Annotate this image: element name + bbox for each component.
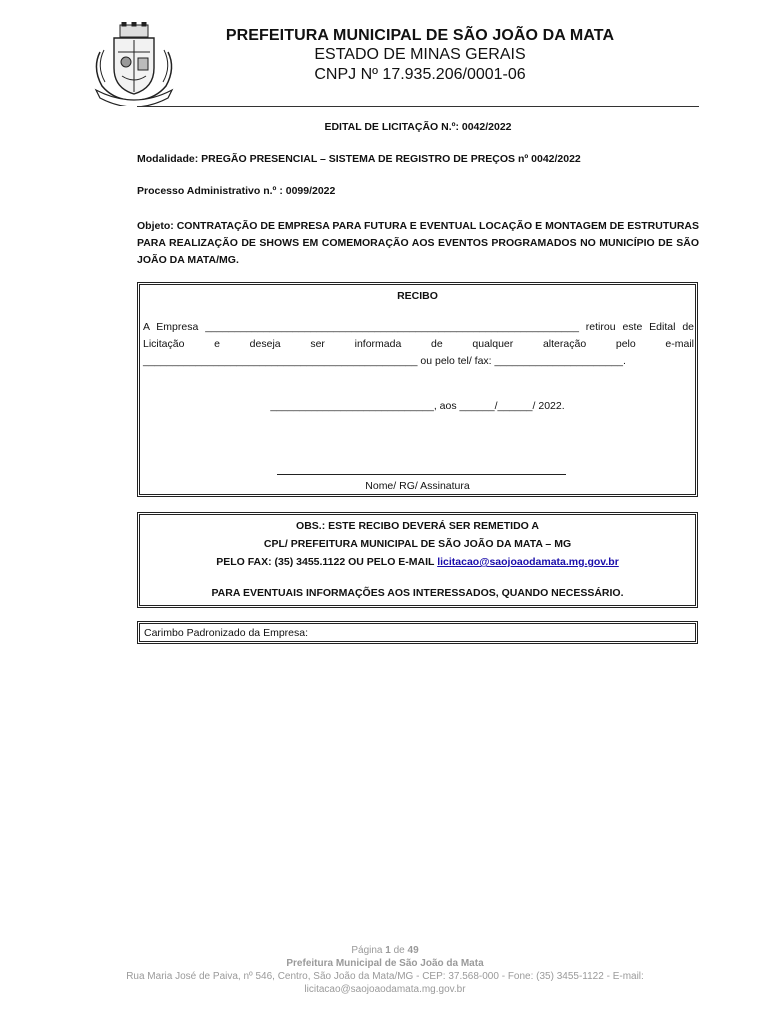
footer-email: licitacao@saojoaodamata.mg.gov.br [304, 984, 466, 995]
obs-line-2: CPL/ PREFEITURA MUNICIPAL DE SÃO JOÃO DA MATA – MG [263, 538, 572, 550]
recibo-box [137, 282, 698, 497]
municipality-title: PREFEITURA MUNICIPAL DE SÃO JOÃO DA MATA [225, 27, 615, 44]
obs-line-1: OBS.: ESTE RECIBO DEVERÁ SER REMETIDO A [296, 520, 539, 532]
obs-line-3 [140, 556, 695, 568]
obs-box [137, 512, 698, 608]
page-middle: de [390, 945, 408, 956]
recibo-text: A Empresa ________________________________________________________________ retirou este Edital de Licitação e deseja ser informada de qualquer alteração pelo e-mail _______________________________________________ ou pelo tel/ fax: ______________________. [143, 321, 694, 367]
carimbo-box [137, 621, 698, 644]
obs-inner-border [139, 514, 696, 606]
header-divider [137, 106, 699, 107]
recibo-title: RECIBO [397, 290, 438, 302]
obs-line-4: PARA EVENTUAIS INFORMAÇÕES AOS INTERESSADOS, QUANDO NECESSÁRIO. [211, 587, 624, 599]
footer-org: Prefeitura Municipal de São João da Mata [286, 958, 484, 969]
carimbo-label: Carimbo Padronizado da Empresa: [144, 627, 309, 639]
state-name: ESTADO DE MINAS GERAIS [314, 46, 526, 63]
cnpj-number: CNPJ Nº 17.935.206/0001-06 [314, 66, 526, 83]
processo-line: Processo Administrativo n.º : 0099/2022 [137, 185, 336, 197]
page-total: 49 [407, 945, 419, 956]
obs-fax-text: PELO FAX: (35) 3455.1122 OU PELO E-MAIL [216, 556, 438, 568]
obs-email-link[interactable]: licitacao@saojoaodamata.mg.gov.br [437, 556, 619, 568]
modalidade-line: Modalidade: PREGÃO PRESENCIAL – SISTEMA DE REGISTRO DE PREÇOS nº 0042/2022 [137, 153, 581, 165]
edital-number: EDITAL DE LICITAÇÃO N.º: 0042/2022 [324, 121, 512, 133]
page-prefix: Página [351, 945, 386, 956]
recibo-inner-border [139, 284, 696, 495]
objeto-paragraph: Objeto: CONTRATAÇÃO DE EMPRESA PARA FUTURA E EVENTUAL LOCAÇÃO E MONTAGEM DE ESTRUTURAS PARA REALIZAÇÃO DE SHOWS EM COMEMORAÇÃO AOS EVENTOS PROGRAMADOS NO MUNICÍPIO DE SÃO JOÃO DA MATA/MG. [137, 220, 699, 266]
signature-line [277, 474, 566, 475]
footer-address: Rua Maria José de Paiva, nº 546, Centro, São João da Mata/MG - CEP: 37.568-000 - Fone: (35) 3455-1122 - E-mail: [126, 971, 644, 982]
signature-label: Nome/ RG/ Assinatura [365, 480, 470, 492]
carimbo-inner-border [139, 623, 696, 642]
recibo-date-line: ____________________________, aos ______/______/ 2022. [270, 400, 565, 412]
page-number [100, 945, 670, 956]
page-current: 1 [385, 945, 391, 956]
municipal-coat-of-arms-icon [88, 22, 180, 106]
